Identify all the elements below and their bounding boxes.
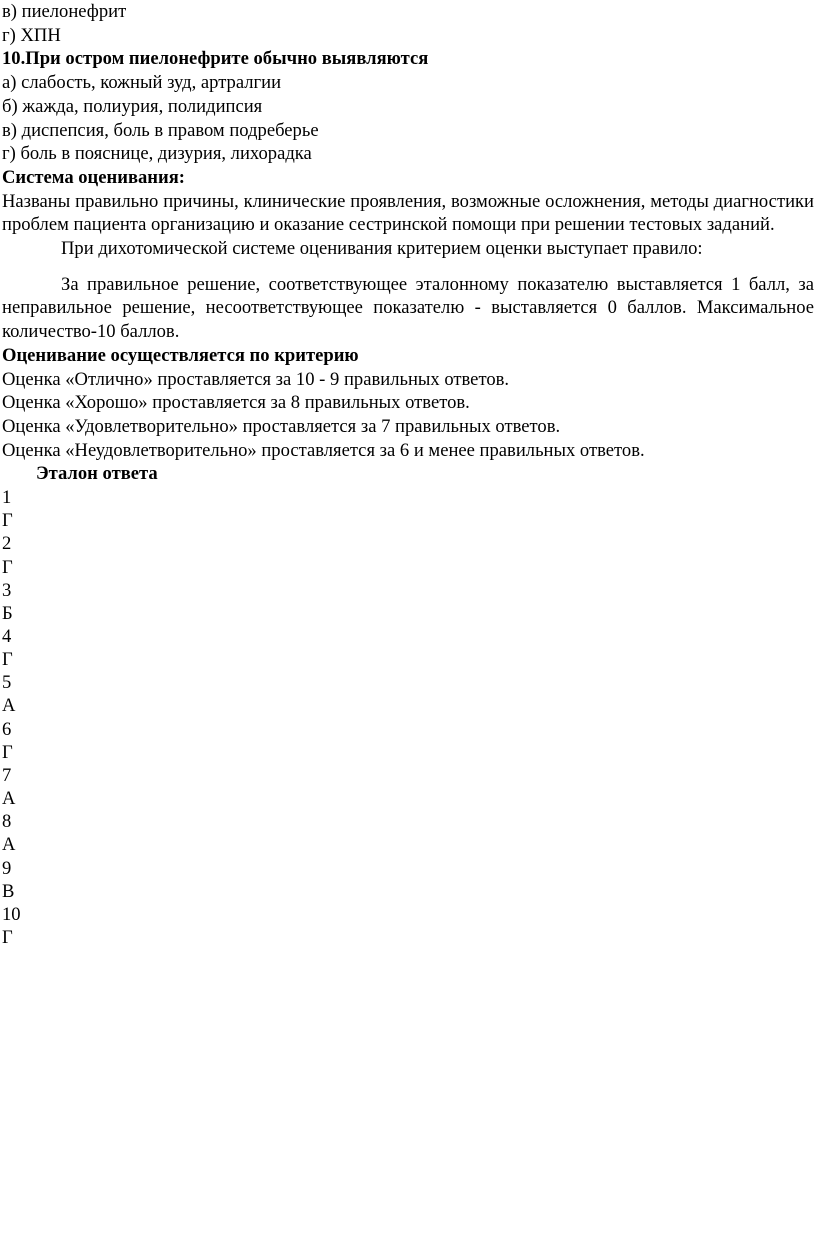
answer-key-line: В bbox=[2, 880, 15, 902]
answer-key-line: Г bbox=[2, 649, 13, 671]
prev-option-v: в) пиелонефрит bbox=[2, 1, 127, 22]
answer-key-title: Эталон ответа bbox=[36, 463, 158, 485]
answer-key-line: Г bbox=[2, 927, 13, 949]
criteria-good: Оценка «Хорошо» проставляется за 8 правильных ответов. bbox=[2, 392, 470, 414]
criteria-unsatisfactory: Оценка «Неудовлетворительно» проставляется за 6 и менее правильных ответов. bbox=[2, 439, 645, 461]
answer-key-line: 3 bbox=[2, 579, 12, 601]
answer-key-line: 6 bbox=[2, 718, 12, 740]
grading-system-text: Названы правильно причины, клинические проявления, возможные осложнения, методы диагностики проблем пациента организацию и оказание сестринской помощи при решении тестовых заданий. bbox=[2, 190, 814, 236]
grading-rule-text bbox=[2, 273, 814, 344]
answer-key-line: 8 bbox=[2, 811, 12, 833]
criteria-satisfactory: Оценка «Удовлетворительно» проставляется за 7 правильных ответов. bbox=[2, 415, 561, 437]
question-10-option-a: а) слабость, кожный зуд, артралгии bbox=[2, 72, 282, 94]
question-10-option-g: г) боль в пояснице, дизурия, лихорадка bbox=[2, 143, 312, 165]
answer-key-line: А bbox=[2, 834, 16, 856]
grading-system-title: Система оценивания: bbox=[2, 166, 185, 188]
answer-key-line: 2 bbox=[2, 533, 12, 555]
criteria-title: Оценивание осуществляется по критерию bbox=[2, 344, 359, 366]
answer-key-line: 5 bbox=[2, 672, 12, 694]
answer-key-line: Г bbox=[2, 556, 13, 578]
answer-key-line: 9 bbox=[2, 857, 12, 879]
answer-key-list bbox=[2, 486, 814, 949]
answer-key-line: 4 bbox=[2, 626, 12, 647]
grading-rule-intro: При дихотомической системе оценивания критерием оценки выступает правило: bbox=[61, 238, 703, 260]
answer-key-line: А bbox=[2, 695, 16, 717]
prev-option-g: г) ХПН bbox=[2, 24, 61, 46]
question-10-option-v: в) диспепсия, боль в правом подреберье bbox=[2, 119, 319, 141]
answer-key-line: А bbox=[2, 788, 16, 810]
answer-key-line: Б bbox=[2, 602, 13, 624]
answer-key-line: 1 bbox=[2, 487, 12, 509]
question-10-title: 10.При остром пиелонефрите обычно выявляются bbox=[2, 48, 429, 70]
question-10-option-b: б) жажда, полиурия, полидипсия bbox=[2, 95, 263, 117]
answer-key-line: 7 bbox=[2, 764, 12, 786]
grading-rule-text-content: За правильное решение, соответствующее эталонному показателю выставляется 1 балл, за неправильное решение, несоответствующее показателю - выставляется 0 баллов. Максимальное количество-10 баллов. bbox=[2, 273, 814, 343]
paragraph-gap bbox=[2, 261, 814, 273]
answer-key-line: Г bbox=[2, 510, 13, 532]
answer-key-line: Г bbox=[2, 741, 13, 763]
criteria-excellent: Оценка «Отлично» проставляется за 10 - 9 правильных ответов. bbox=[2, 368, 510, 390]
answer-key-line: 10 bbox=[2, 903, 21, 925]
